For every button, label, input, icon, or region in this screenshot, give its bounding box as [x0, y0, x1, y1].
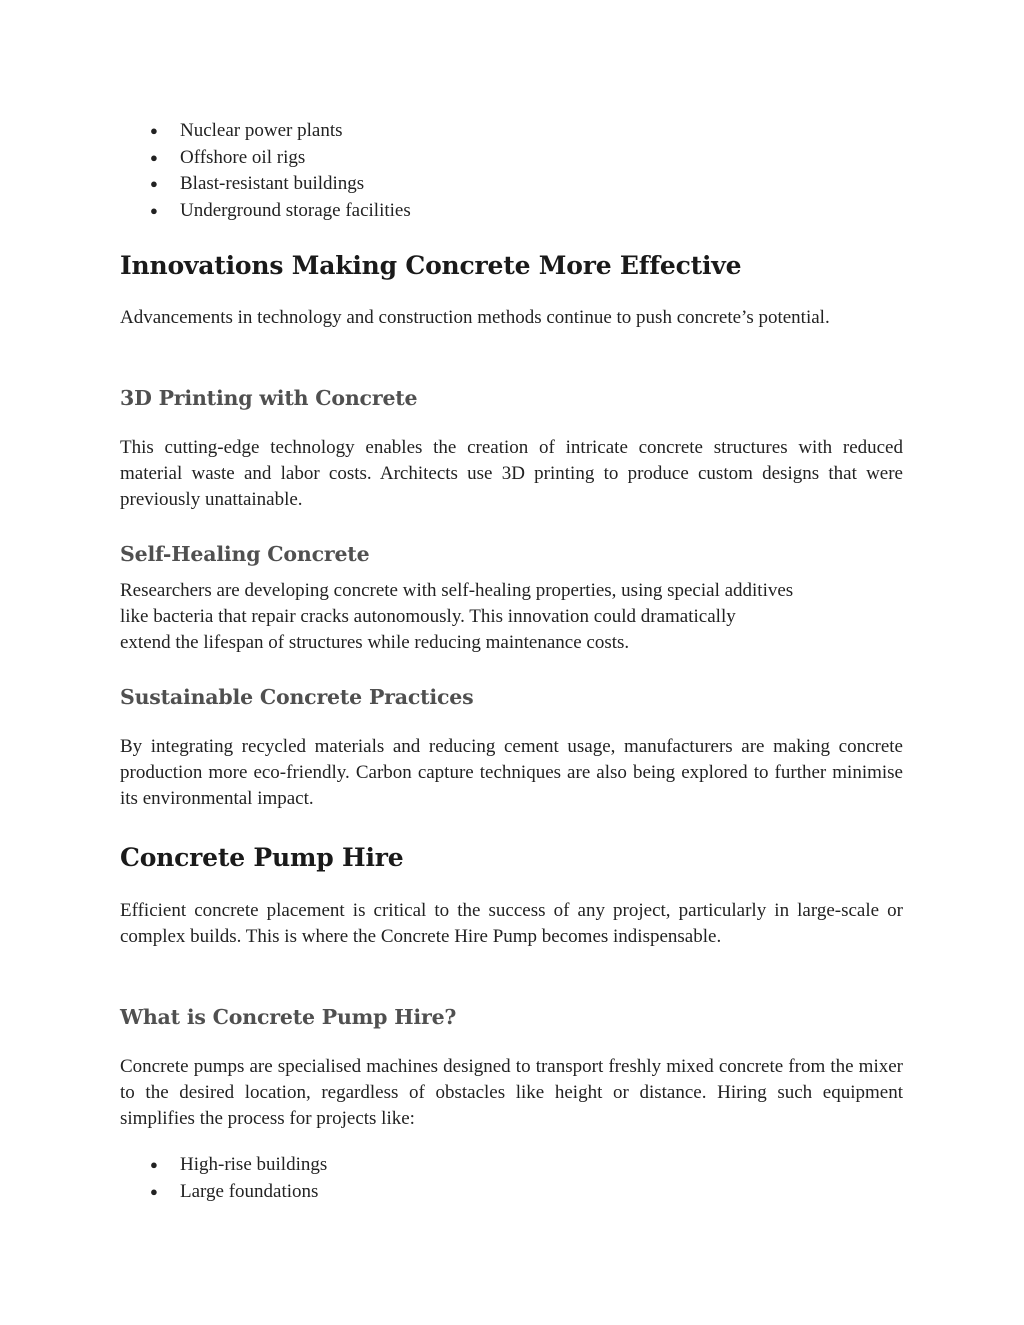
printing-heading: 3D Printing with Concrete — [120, 386, 418, 410]
pump-hire-heading: Concrete Pump Hire — [120, 843, 404, 872]
self-healing-heading: Self-Healing Concrete — [120, 542, 370, 566]
list-item: ● High-rise buildings — [120, 1152, 903, 1179]
pump-hire-intro: Efficient concrete placement is critical to the success of any project, particularly in large-scale or complex builds. This is where the Concrete Hire Pump becomes indispensable. — [120, 900, 903, 947]
self-healing-body: Researchers are developing concrete with self-healing properties, using special additives like bacteria that repair cracks autonomously. This innovation could dramatically extend the lifespan of structures while reducing maintenance costs. — [120, 580, 794, 653]
list-item: ● Large foundations — [120, 1179, 903, 1206]
bullet-icon: ● — [150, 1157, 158, 1172]
innovations-intro: Advancements in technology and construction methods continue to push concrete’s potential. — [120, 307, 830, 328]
bullet-icon: ● — [150, 123, 158, 138]
printing-body: This cutting-edge technology enables the creation of intricate concrete structures with reduced material waste and labor costs. Architects use 3D printing to produce custom designs that were previously unattainable. — [120, 437, 903, 510]
sustainable-heading: Sustainable Concrete Practices — [120, 685, 474, 709]
innovations-heading: Innovations Making Concrete More Effective — [120, 251, 742, 280]
bullet-icon: ● — [150, 202, 158, 218]
sustainable-body: By integrating recycled materials and reducing cement usage, manufacturers are making concrete production more eco-friendly. Carbon capture techniques are also being explored to further minimise its environmental impact. — [120, 736, 903, 809]
applications-list — [120, 118, 903, 224]
list-item: ● Blast-resistant buildings — [120, 171, 903, 198]
bullet-icon: ● — [150, 1183, 158, 1199]
list-item: ● Offshore oil rigs — [120, 145, 903, 172]
list-item: ● Underground storage facilities — [120, 198, 903, 225]
list-item: ● Nuclear power plants — [120, 118, 903, 145]
bullet-icon: ● — [150, 176, 158, 191]
projects-list — [120, 1152, 903, 1205]
what-is-body: Concrete pumps are specialised machines designed to transport freshly mixed concrete from the mixer to the desired location, regardless of obstacles like height or distance. Hiring such equipment simplifies the process for projects like: — [120, 1056, 903, 1129]
bullet-icon: ● — [150, 149, 158, 165]
what-is-heading: What is Concrete Pump Hire? — [120, 1005, 457, 1029]
